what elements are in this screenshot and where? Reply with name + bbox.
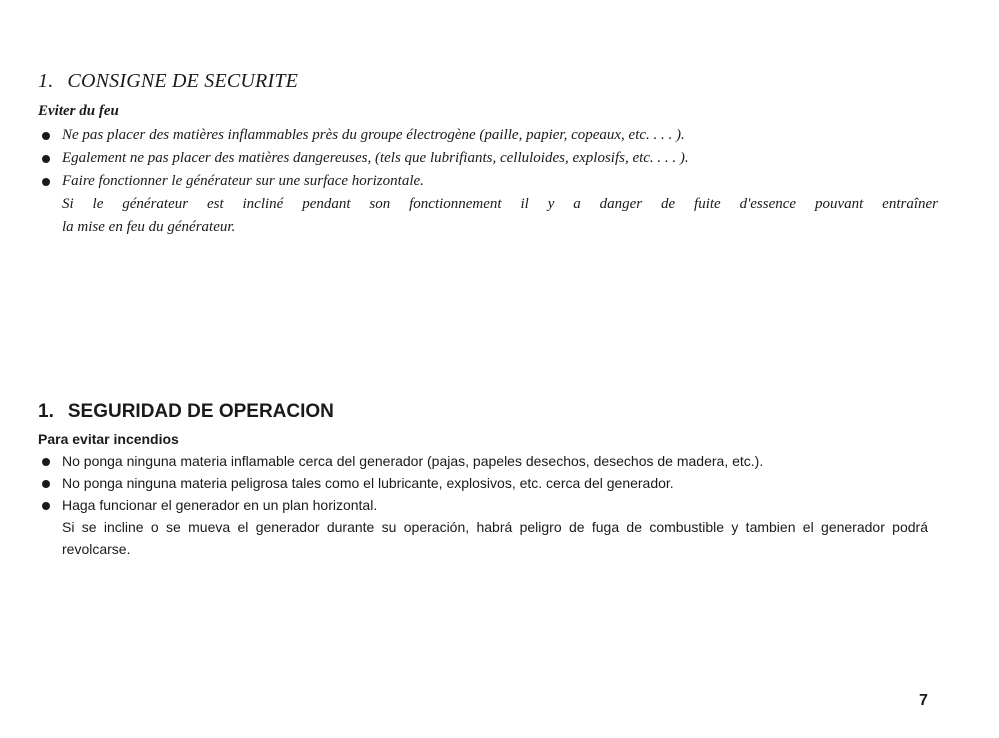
spanish-heading-number: 1. <box>38 401 54 422</box>
spanish-bullet-text: No ponga ninguna materia peligrosa tales como el lubricante, explosivos, etc. cerca del generador. <box>62 475 674 491</box>
french-bullet-item <box>38 147 938 170</box>
french-continuation-line-1: Si le générateur est incliné pendant son fonctionnement il y a danger de fuite d'essence pouvant entraîner <box>62 196 938 212</box>
bullet-dot-icon <box>42 132 50 140</box>
french-bullet-text: Egalement ne pas placer des matières dangereuses, (tels que lubrifiants, celluloides, explosifs, etc. . . . ). <box>62 150 689 166</box>
spanish-bullet-item <box>38 450 928 472</box>
bullet-dot-icon <box>42 502 50 510</box>
french-continuation-line-2: la mise en feu du générateur. <box>62 219 236 235</box>
french-heading-text: CONSIGNE DE SECURITE <box>67 70 299 92</box>
spanish-bullet-item <box>38 494 928 516</box>
spanish-bullet-item <box>38 472 928 494</box>
french-subheading: Eviter du feu <box>38 103 119 119</box>
french-bullet-text: Faire fonctionner le générateur sur une surface horizontale. <box>62 173 424 189</box>
french-bullet-item <box>38 170 938 193</box>
spanish-section <box>38 401 928 560</box>
spanish-bullet-text: No ponga ninguna materia inflamable cerca del generador (pajas, papeles desechos, desechos de madera, etc.). <box>62 453 764 469</box>
spanish-bullet-text: Haga funcionar el generador en un plan horizontal. <box>62 497 378 513</box>
french-section <box>38 70 938 239</box>
spanish-heading-text: SEGURIDAD DE OPERACION <box>67 401 334 422</box>
french-bullet-text: Ne pas placer des matières inflammables près du groupe électrogène (paille, papier, copeaux, etc. . . . ). <box>62 127 685 143</box>
french-heading-number: 1. <box>38 70 54 92</box>
spanish-subheading: Para evitar incendios <box>38 431 179 447</box>
page-number: 7 <box>919 692 928 709</box>
spanish-continuation: Si se incline o se mueva el generador durante su operación, habrá peligro de fuga de combustible y tambien el generador podrá revolcarse. <box>62 519 928 557</box>
french-bullet-item <box>38 124 938 147</box>
bullet-dot-icon <box>42 155 50 163</box>
spanish-heading <box>38 401 928 423</box>
bullet-dot-icon <box>42 458 50 466</box>
bullet-dot-icon <box>42 480 50 488</box>
bullet-dot-icon <box>42 178 50 186</box>
french-heading <box>38 70 938 93</box>
